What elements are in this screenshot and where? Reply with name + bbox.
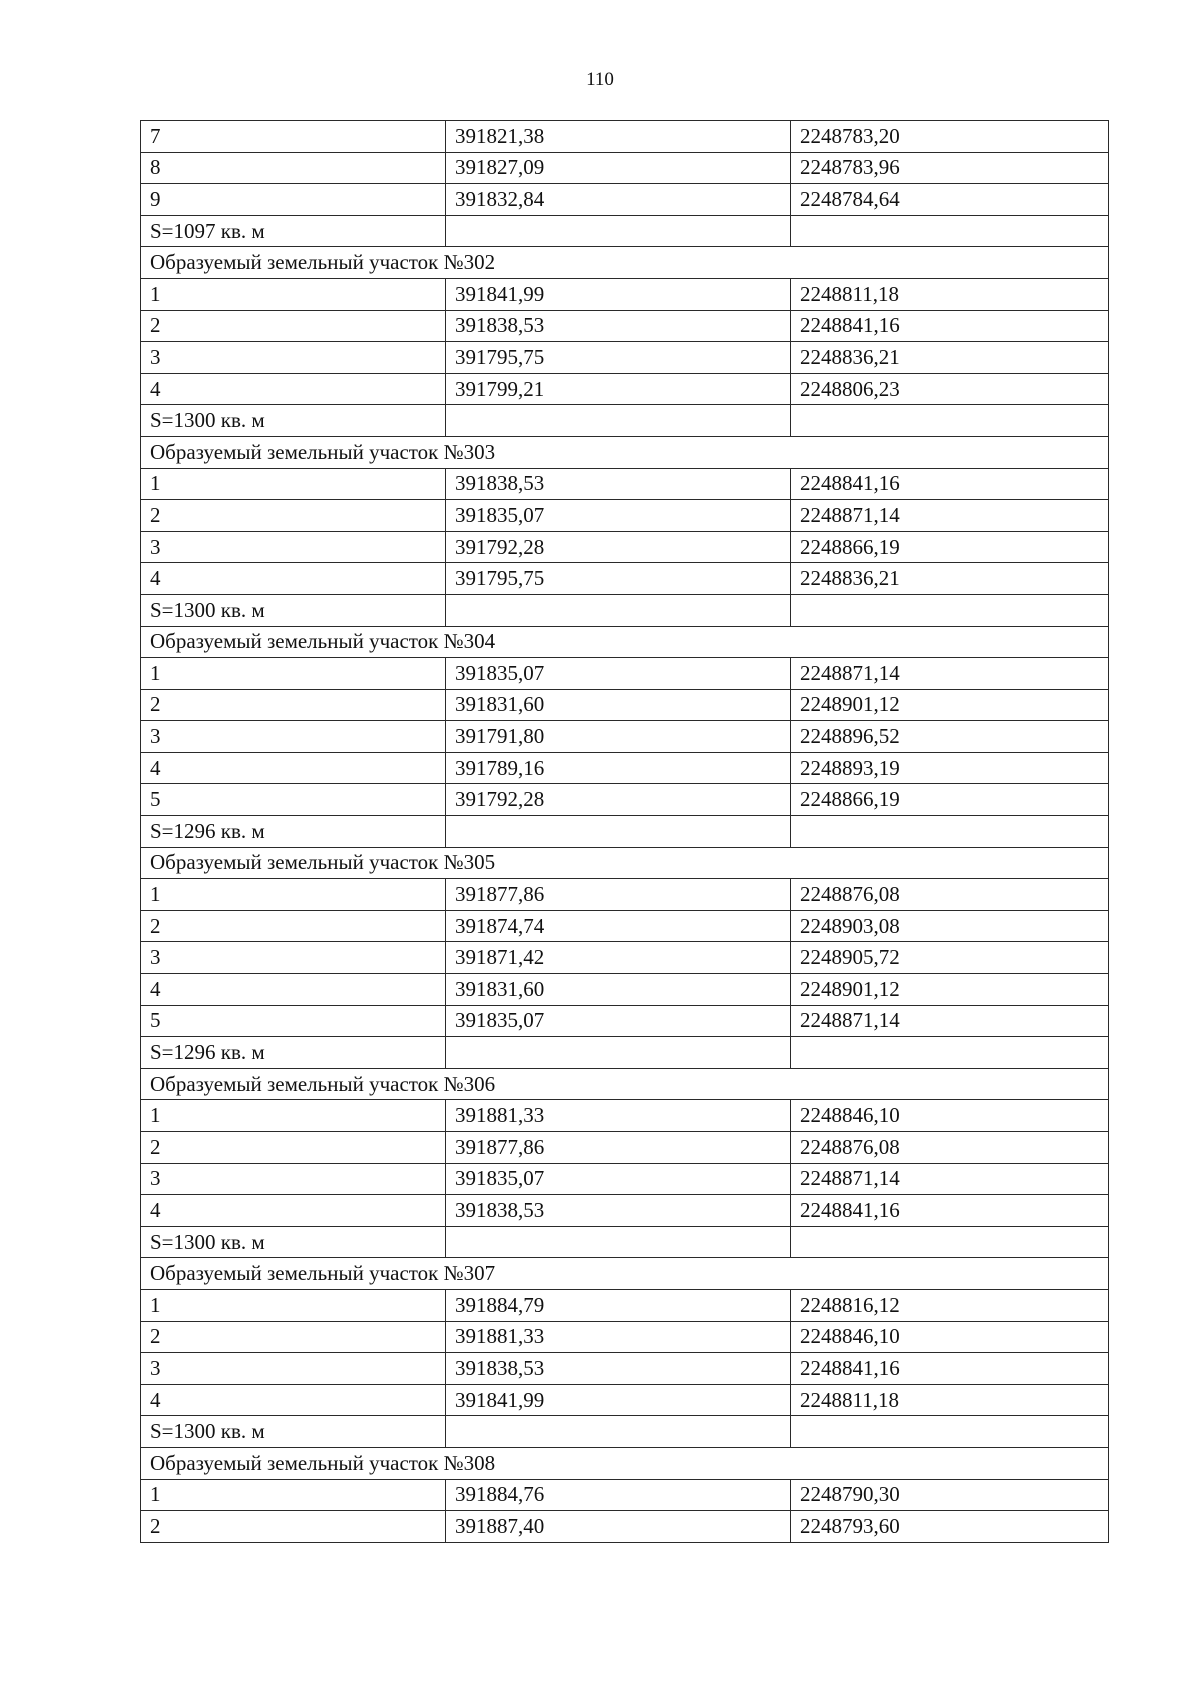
point-number-cell: 1 — [141, 1479, 446, 1511]
area-row — [141, 1416, 1109, 1448]
point-row — [141, 689, 1109, 721]
point-number-cell: 1 — [141, 879, 446, 911]
y-coordinate-cell: 2248871,14 — [791, 500, 1109, 532]
x-coordinate-cell: 391792,28 — [446, 531, 791, 563]
point-number-cell: 3 — [141, 721, 446, 753]
point-row — [141, 752, 1109, 784]
point-row — [141, 1100, 1109, 1132]
point-number-cell: 2 — [141, 1132, 446, 1164]
area-cell: S=1296 кв. м — [141, 1037, 446, 1069]
point-row — [141, 1163, 1109, 1195]
y-coordinate-cell: 2248784,64 — [791, 184, 1109, 216]
y-coordinate-cell: 2248846,10 — [791, 1321, 1109, 1353]
point-row — [141, 121, 1109, 153]
point-row — [141, 152, 1109, 184]
point-number-cell: 2 — [141, 910, 446, 942]
y-coordinate-cell: 2248836,21 — [791, 342, 1109, 374]
x-coordinate-cell: 391827,09 — [446, 152, 791, 184]
point-number-cell: 4 — [141, 974, 446, 1006]
y-coordinate-cell: 2248896,52 — [791, 721, 1109, 753]
y-coordinate-cell: 2248783,20 — [791, 121, 1109, 153]
x-coordinate-cell: 391789,16 — [446, 752, 791, 784]
x-coordinate-cell: 391791,80 — [446, 721, 791, 753]
area-cell: S=1097 кв. м — [141, 215, 446, 247]
page-number: 110 — [586, 69, 614, 90]
point-number-cell: 4 — [141, 373, 446, 405]
point-number-cell: 1 — [141, 1100, 446, 1132]
point-number-cell: 1 — [141, 468, 446, 500]
empty-cell — [791, 594, 1109, 626]
empty-cell — [791, 1226, 1109, 1258]
x-coordinate-cell: 391841,99 — [446, 1384, 791, 1416]
point-row — [141, 1195, 1109, 1227]
point-row — [141, 468, 1109, 500]
parcel-header-row — [141, 436, 1109, 468]
parcel-title-cell: Образуемый земельный участок №308 — [141, 1447, 1109, 1479]
y-coordinate-cell: 2248841,16 — [791, 1353, 1109, 1385]
empty-cell — [446, 1226, 791, 1258]
x-coordinate-cell: 391838,53 — [446, 468, 791, 500]
point-number-cell: 3 — [141, 942, 446, 974]
area-cell: S=1300 кв. м — [141, 405, 446, 437]
empty-cell — [791, 816, 1109, 848]
point-row — [141, 500, 1109, 532]
x-coordinate-cell: 391871,42 — [446, 942, 791, 974]
x-coordinate-cell: 391877,86 — [446, 1132, 791, 1164]
point-row — [141, 373, 1109, 405]
x-coordinate-cell: 391884,76 — [446, 1479, 791, 1511]
x-coordinate-cell: 391792,28 — [446, 784, 791, 816]
area-cell: S=1296 кв. м — [141, 816, 446, 848]
parcel-title-cell: Образуемый земельный участок №304 — [141, 626, 1109, 658]
y-coordinate-cell: 2248903,08 — [791, 910, 1109, 942]
y-coordinate-cell: 2248841,16 — [791, 310, 1109, 342]
x-coordinate-cell: 391838,53 — [446, 1353, 791, 1385]
x-coordinate-cell: 391877,86 — [446, 879, 791, 911]
area-row — [141, 594, 1109, 626]
empty-cell — [446, 1416, 791, 1448]
parcel-title-cell: Образуемый земельный участок №305 — [141, 847, 1109, 879]
empty-cell — [791, 1037, 1109, 1069]
point-row — [141, 942, 1109, 974]
point-number-cell: 4 — [141, 563, 446, 595]
point-number-cell: 5 — [141, 784, 446, 816]
x-coordinate-cell: 391874,74 — [446, 910, 791, 942]
x-coordinate-cell: 391884,79 — [446, 1289, 791, 1321]
point-row — [141, 721, 1109, 753]
y-coordinate-cell: 2248841,16 — [791, 468, 1109, 500]
point-row — [141, 184, 1109, 216]
point-row — [141, 1132, 1109, 1164]
y-coordinate-cell: 2248876,08 — [791, 879, 1109, 911]
point-number-cell: 8 — [141, 152, 446, 184]
coordinates-table-body — [141, 121, 1109, 1543]
parcel-title-cell: Образуемый земельный участок №307 — [141, 1258, 1109, 1290]
x-coordinate-cell: 391795,75 — [446, 342, 791, 374]
point-row — [141, 1321, 1109, 1353]
point-number-cell: 2 — [141, 1321, 446, 1353]
x-coordinate-cell: 391838,53 — [446, 310, 791, 342]
point-number-cell: 4 — [141, 1195, 446, 1227]
empty-cell — [446, 816, 791, 848]
y-coordinate-cell: 2248783,96 — [791, 152, 1109, 184]
parcel-header-row — [141, 1447, 1109, 1479]
parcel-header-row — [141, 626, 1109, 658]
empty-cell — [446, 215, 791, 247]
x-coordinate-cell: 391832,84 — [446, 184, 791, 216]
point-row — [141, 910, 1109, 942]
coordinates-table — [140, 120, 1109, 1543]
area-row — [141, 215, 1109, 247]
point-row — [141, 974, 1109, 1006]
point-row — [141, 879, 1109, 911]
y-coordinate-cell: 2248866,19 — [791, 531, 1109, 563]
point-row — [141, 563, 1109, 595]
y-coordinate-cell: 2248876,08 — [791, 1132, 1109, 1164]
x-coordinate-cell: 391841,99 — [446, 278, 791, 310]
point-number-cell: 1 — [141, 1289, 446, 1321]
point-row — [141, 1384, 1109, 1416]
point-row — [141, 658, 1109, 690]
point-number-cell: 1 — [141, 658, 446, 690]
point-number-cell: 1 — [141, 278, 446, 310]
area-row — [141, 816, 1109, 848]
x-coordinate-cell: 391831,60 — [446, 689, 791, 721]
point-number-cell: 7 — [141, 121, 446, 153]
y-coordinate-cell: 2248811,18 — [791, 278, 1109, 310]
point-number-cell: 2 — [141, 310, 446, 342]
x-coordinate-cell: 391835,07 — [446, 1163, 791, 1195]
x-coordinate-cell: 391838,53 — [446, 1195, 791, 1227]
point-row — [141, 531, 1109, 563]
area-cell: S=1300 кв. м — [141, 1416, 446, 1448]
point-row — [141, 1479, 1109, 1511]
parcel-title-cell: Образуемый земельный участок №303 — [141, 436, 1109, 468]
point-row — [141, 1289, 1109, 1321]
x-coordinate-cell: 391799,21 — [446, 373, 791, 405]
parcel-title-cell: Образуемый земельный участок №306 — [141, 1068, 1109, 1100]
parcel-header-row — [141, 1068, 1109, 1100]
parcel-header-row — [141, 847, 1109, 879]
x-coordinate-cell: 391835,07 — [446, 658, 791, 690]
empty-cell — [791, 215, 1109, 247]
x-coordinate-cell: 391887,40 — [446, 1511, 791, 1543]
point-number-cell: 4 — [141, 752, 446, 784]
empty-cell — [446, 1037, 791, 1069]
y-coordinate-cell: 2248866,19 — [791, 784, 1109, 816]
y-coordinate-cell: 2248816,12 — [791, 1289, 1109, 1321]
point-number-cell: 9 — [141, 184, 446, 216]
point-row — [141, 278, 1109, 310]
point-row — [141, 342, 1109, 374]
empty-cell — [791, 1416, 1109, 1448]
y-coordinate-cell: 2248871,14 — [791, 1005, 1109, 1037]
point-row — [141, 1511, 1109, 1543]
x-coordinate-cell: 391795,75 — [446, 563, 791, 595]
point-number-cell: 2 — [141, 1511, 446, 1543]
y-coordinate-cell: 2248806,23 — [791, 373, 1109, 405]
y-coordinate-cell: 2248893,19 — [791, 752, 1109, 784]
point-row — [141, 1353, 1109, 1385]
y-coordinate-cell: 2248846,10 — [791, 1100, 1109, 1132]
parcel-title-cell: Образуемый земельный участок №302 — [141, 247, 1109, 279]
x-coordinate-cell: 391881,33 — [446, 1100, 791, 1132]
parcel-header-row — [141, 1258, 1109, 1290]
point-number-cell: 4 — [141, 1384, 446, 1416]
empty-cell — [791, 405, 1109, 437]
area-row — [141, 1037, 1109, 1069]
x-coordinate-cell: 391835,07 — [446, 1005, 791, 1037]
point-number-cell: 3 — [141, 1353, 446, 1385]
y-coordinate-cell: 2248790,30 — [791, 1479, 1109, 1511]
x-coordinate-cell: 391835,07 — [446, 500, 791, 532]
y-coordinate-cell: 2248901,12 — [791, 689, 1109, 721]
area-row — [141, 405, 1109, 437]
empty-cell — [446, 405, 791, 437]
y-coordinate-cell: 2248871,14 — [791, 1163, 1109, 1195]
area-cell: S=1300 кв. м — [141, 594, 446, 626]
x-coordinate-cell: 391821,38 — [446, 121, 791, 153]
y-coordinate-cell: 2248905,72 — [791, 942, 1109, 974]
y-coordinate-cell: 2248836,21 — [791, 563, 1109, 595]
point-number-cell: 3 — [141, 531, 446, 563]
empty-cell — [446, 594, 791, 626]
area-row — [141, 1226, 1109, 1258]
y-coordinate-cell: 2248811,18 — [791, 1384, 1109, 1416]
point-row — [141, 784, 1109, 816]
point-number-cell: 3 — [141, 1163, 446, 1195]
y-coordinate-cell: 2248841,16 — [791, 1195, 1109, 1227]
point-number-cell: 2 — [141, 500, 446, 532]
parcel-header-row — [141, 247, 1109, 279]
x-coordinate-cell: 391831,60 — [446, 974, 791, 1006]
x-coordinate-cell: 391881,33 — [446, 1321, 791, 1353]
y-coordinate-cell: 2248871,14 — [791, 658, 1109, 690]
point-number-cell: 5 — [141, 1005, 446, 1037]
y-coordinate-cell: 2248793,60 — [791, 1511, 1109, 1543]
area-cell: S=1300 кв. м — [141, 1226, 446, 1258]
point-row — [141, 310, 1109, 342]
y-coordinate-cell: 2248901,12 — [791, 974, 1109, 1006]
point-number-cell: 3 — [141, 342, 446, 374]
point-row — [141, 1005, 1109, 1037]
point-number-cell: 2 — [141, 689, 446, 721]
